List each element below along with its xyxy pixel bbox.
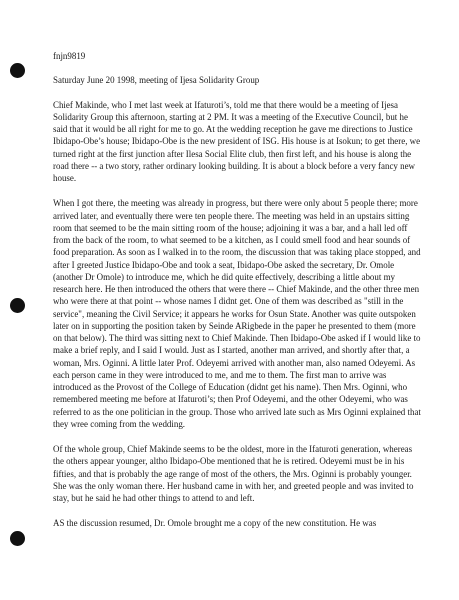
- paragraph: Of the whole group, Chief Makinde seems to be the oldest, more in the Ifaturoti generation, whereas the others appear younger, altho Ibidapo-Obe mentioned that he is retired. Odeyemi must be in his fifties, and that is probably the age range of most of the others, the Mrs. Oginni is probably younger. She was the only woman there. Her husband came in with her, and greeted people and was invited to stay, but he said he had other things to attend to and left.: [53, 444, 414, 503]
- document-text: [53, 50, 423, 530]
- binder-hole: [10, 298, 25, 313]
- document-heading: Saturday June 20 1998, meeting of Ijesa Solidarity Group: [53, 75, 260, 86]
- paragraph: When I got there, the meeting was already in progress, but there were only about 5 people there; more arrived later, and eventually there were ten people there. The meeting was held in an upstairs sitting room that seemed to be the main sitting room of the house; adjoining it was a bar, and a hall led off from the back of the room, to what seemed to be a kitchen, as I could smell food and hear sounds of food preparation. As soon as I walked in to the room, the discussion that was taking place stopped, and after I greeted Justice Ibidapo-Obe and took a seat, Ibidapo-Obe asked the secretary, Dr. Omole (another Dr Omole) to introduce me, which he did quite effectively, describing a little about my research here. He then introduced the others that were there -- Chief Makinde, and the other three men who were there at that point -- whose names I didnt get. One of them was described as "still in the service", meaning the Civil Service; it appears he works for Osun State. Another was quite outspoken later on in supporting the position taken by Seinde ARigbede in the paper he presented to them (more on that below). The third was sitting next to Chief Makinde. Then Ibidapo-Obe asked if I would like to make a brief reply, and I said I would. Just as I started, another man arrived, and shortly after that, a woman, Mrs. Oginni. A little later Prof. Odeyemi arrived with another man, also named Odeyemi. As each person came in they were introduced to me, and me to them. The first man to arrive was introduced as the Provost of the College of Education (didnt get his name). Then Mrs. Oginni, who remembered meeting me before at Ifaturoti’s; then Prof Odeyemi, and the other Odeyemi, who was referred to as the one politician in the group. Those who arrived late such as Mrs Oginni explained that they wree coming from the wedding.: [53, 198, 421, 429]
- paragraph: Chief Makinde, who I met last week at Ifaturoti’s, told me that there would be a meeting of Ijesa Solidarity Group this afternoon, starting at 2 PM. It was a meeting of the Executive Council, but he said that it would be all right for me to go. At the wedding reception he gave me directions to Justice Ibidapo-Obe’s house; Ibidapo-Obe is the new president of ISG. His house is at Isokun; to get there, we turned right at the first junction after Ilesa Social Elite club, then first left, and his house is along the road there -- a two story, rather ordinary looking building. It is about a block before a very fancy new house.: [53, 99, 421, 183]
- binder-hole: [10, 63, 25, 78]
- paragraph: AS the discussion resumed, Dr. Omole brought me a copy of the new constitution. He was: [53, 518, 377, 529]
- binder-hole: [10, 531, 25, 546]
- document-id: fnjn9819: [53, 51, 86, 61]
